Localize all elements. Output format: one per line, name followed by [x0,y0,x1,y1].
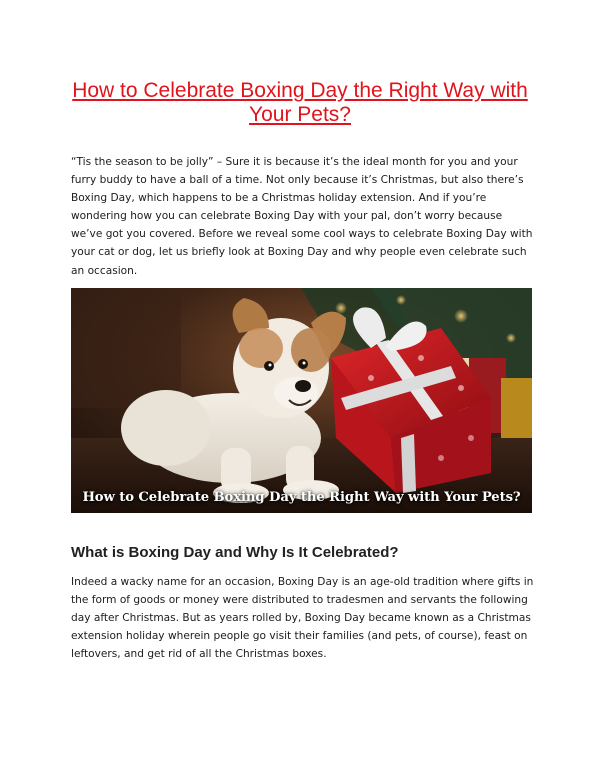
article-title[interactable]: How to Celebrate Boxing Day the Right Way with Your Pets? [72,79,528,126]
image-caption: How to Celebrate Boxing Day the Right Way with Your Pets? [82,490,521,505]
hero-image [71,288,532,513]
intro-paragraph: “Tis the season to be jolly” – Sure it is because it’s the ideal month for you and your furry buddy to have a ball of a time. Not only because it’s Christmas, but also there’s Boxing Day, which happens to be a Christmas holiday extension. And if you’re wondering how you can celebrate Boxing Day with your pal, don’t worry because we’ve got you covered. Before we reveal some cool ways to celebrate Boxing Day with your cat or dog, let us briefly look at Boxing Day and why people even celebrate such an occasion. [71,156,533,277]
section-heading: What is Boxing Day and Why Is It Celebrated? [71,544,399,561]
section-paragraph: Indeed a wacky name for an occasion, Boxing Day is an age-old tradition where gifts in the form of goods or money were distributed to tradesmen and servants the following day after Christmas. But as years rolled by, Boxing Day became known as a Christmas extension holiday wherein people go visit their families (and pets, of course), feast on leftovers, and get rid of all the Christmas boxes. [71,576,534,661]
dog-with-gifts-illustration [71,288,532,513]
